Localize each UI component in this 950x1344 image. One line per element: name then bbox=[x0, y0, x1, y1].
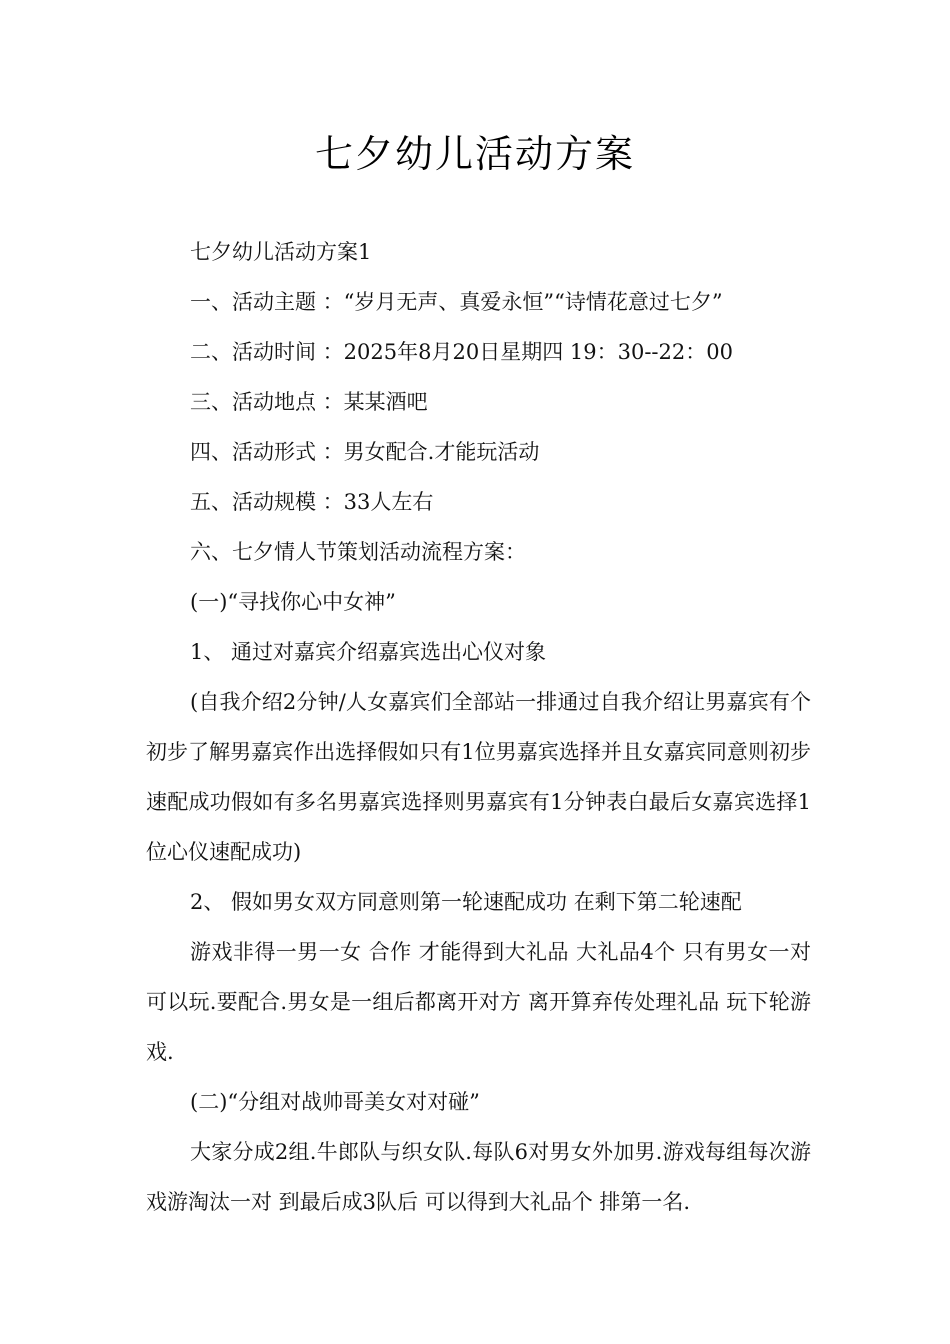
paragraph-format: 四、活动形式 ：男女配合.才能玩活动 bbox=[190, 440, 540, 464]
document-title: 七夕幼儿活动方案 bbox=[314, 132, 635, 176]
paragraph-section-one: (一)“寻找你心中女神” bbox=[190, 590, 396, 614]
document-body bbox=[146, 227, 811, 1227]
paragraph-step-one: 1、 通过对嘉宾介绍嘉宾选出心仪对象 bbox=[190, 640, 547, 664]
paragraph-teams: 大家分成2组.牛郎队与织女队.每队6对男女外加男.游戏每组每次游戏游淘汰一对 到最后成3队后 可以得到大礼品个 排第一名. bbox=[146, 1140, 811, 1214]
paragraph-location: 三、活动地点 ：某某酒吧 bbox=[190, 390, 428, 414]
paragraph-plan-heading: 七夕幼儿活动方案1 bbox=[190, 240, 372, 264]
paragraph-scale: 五、活动规模 ：33人左右 bbox=[190, 490, 434, 514]
paragraph-time: 二、活动时间 ：2025年8月20日星期四 19：30--22：00 bbox=[190, 340, 733, 364]
paragraph-step-two: 2、 假如男女双方同意则第一轮速配成功 在剩下第二轮速配 bbox=[190, 890, 742, 914]
paragraph-process-heading: 六、七夕情人节策划活动流程方案： bbox=[190, 540, 526, 564]
paragraph-step-one-detail: (自我介绍2分钟/人女嘉宾们全部站一排通过自我介绍让男嘉宾有个初步了解男嘉宾作出选择假如只有1位男嘉宾选择并且女嘉宾同意则初步速配成功假如有多名男嘉宾选择则男嘉宾有1分钟表白最后女嘉宾选择1位心仪速配成功) bbox=[146, 690, 811, 864]
paragraph-theme: 一、活动主题 ：“岁月无声、真爱永恒”“诗情花意过七夕” bbox=[190, 290, 723, 314]
paragraph-game-rules: 游戏非得一男一女 合作 才能得到大礼品 大礼品4个 只有男女一对可以玩.要配合.男女是一组后都离开对方 离开算弃传处理礼品 玩下轮游戏. bbox=[146, 940, 811, 1064]
paragraph-section-two: (二)“分组对战帅哥美女对对碰” bbox=[190, 1090, 480, 1114]
